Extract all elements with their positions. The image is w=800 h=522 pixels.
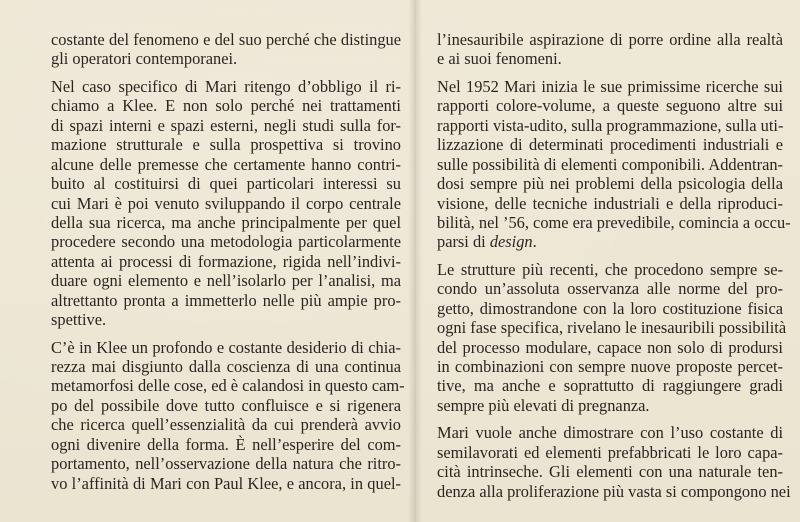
text-line: condo un’assoluta osservanza alle norme del pro-	[437, 279, 783, 299]
text-line: che ricerca quell’essenzialità da cui prenderà avvio	[51, 415, 401, 435]
text-line: ogni fase specifica, rivelano le inesauribili possibilità	[437, 318, 787, 338]
text-line: cui Mari è poi venuto sviluppando il corpo centrale	[51, 193, 401, 213]
text-line: rapporti vista-udito, sulla programmazione, sulla uti-	[437, 115, 784, 135]
text-line: duare ogni elemento e nell’isolarlo per l’analisi, ma	[51, 271, 401, 291]
text-line: visione, delle tecniche industriali e della riproduci-	[437, 193, 783, 213]
text-line: Nel caso specifico di Mari ritengo d’obbligo il ri-	[51, 76, 401, 96]
text-line: cità intrinseche. Gli elementi con una naturale ten-	[437, 462, 783, 482]
text-line: metamorfosi delle cose, ed è calandosi in questo cam-	[51, 376, 405, 396]
text-line: alcune delle premesse che certamente hanno contri-	[51, 154, 401, 174]
text-line: buito al costituirsi di quei particolari interessi su	[51, 174, 401, 194]
text-line: ogni divenire della forma. È nell’esperire del com-	[51, 434, 401, 454]
text-line: Mari vuole anche dimostrare con l’uso costante di	[437, 423, 783, 443]
italic-word: design	[489, 232, 533, 252]
text-line: Nel 1952 Mari inizia le sue primissime ricerche sui	[437, 76, 783, 96]
text-line: Le strutture più recenti, che procedono sempre se-	[437, 259, 783, 279]
text-line: rapporti colore-volume, a queste seguono altre sui	[437, 96, 783, 116]
text-line: di spazi interni e spazi esterni, negli studi sulla for-	[51, 115, 401, 135]
text-line: costante del fenomeno e del suo perché che distingue	[51, 30, 401, 49]
text-line: gli operatori contemporanei.	[51, 49, 238, 69]
text-line: sulle possibilità di elementi componibili. Addentran-	[437, 154, 783, 174]
text-line: bilità, nel ’56, come era prevedibile, comincia a occu-	[437, 212, 791, 232]
text-line: mazione strutturale e sulla prospettiva si trovino	[51, 135, 401, 155]
text-line: l’inesauribile aspirazione di porre ordine alla realtà	[437, 30, 783, 49]
text-line: attenta ai processi di formazione, rigida nell’indivi-	[51, 251, 401, 271]
text-line: procedere secondo una metodologia particolarmente	[51, 232, 401, 252]
text-line: altrettanto pronta a immetterlo nelle più ampie pro-	[51, 290, 401, 310]
text-line	[437, 232, 783, 251]
right-page-text	[437, 30, 791, 501]
text-line: po del possibile dove tutto confluisce e si rigenera	[51, 395, 401, 415]
left-page-text	[51, 30, 405, 493]
text-line: rezza mai disgiunto dalla coscienza di una continua	[51, 357, 401, 376]
text-line: semilavorati ed elementi prefabbricati le loro capa-	[437, 442, 783, 462]
text-line: dosi sempre più nei problemi della psicologia della	[437, 174, 783, 194]
text-line: sempre più elevati di pregnanza.	[437, 395, 650, 415]
text-line: lizzazione di determinati procedimenti industriali e	[437, 135, 783, 155]
text-line: C’è in Klee un profondo e costante desiderio di chia-	[51, 337, 401, 357]
text-line: chiamo a Klee. E non solo perché nei trattamenti	[51, 96, 401, 116]
text-line: della sua ricerca, ma anche principalmente per quel	[51, 212, 401, 232]
text-line: vo l’affinità di Mari con Paul Klee, e ancora, in quel-	[51, 473, 401, 493]
text-line: e ai suoi fenomeni.	[437, 49, 562, 69]
text-line: spettive.	[51, 310, 107, 330]
text-line: tive, ma anche e soprattutto di raggiungere gradi	[437, 376, 783, 396]
text-line: denza alla proliferazione più vasta si compongono nei	[437, 481, 791, 501]
book-gutter	[408, 0, 422, 522]
text-line: in combinazioni con sempre nuove proposte percet-	[437, 357, 783, 376]
text-segment: .	[532, 232, 537, 252]
text-segment: parsi di	[437, 232, 490, 252]
text-line: del processo modulare, capace non solo di prodursi	[437, 337, 783, 357]
text-line: getto, dimostrandone con la loro costituzione fisica	[437, 298, 783, 318]
text-line: portamento, nell’osservazione della natura che ritro-	[51, 454, 401, 474]
